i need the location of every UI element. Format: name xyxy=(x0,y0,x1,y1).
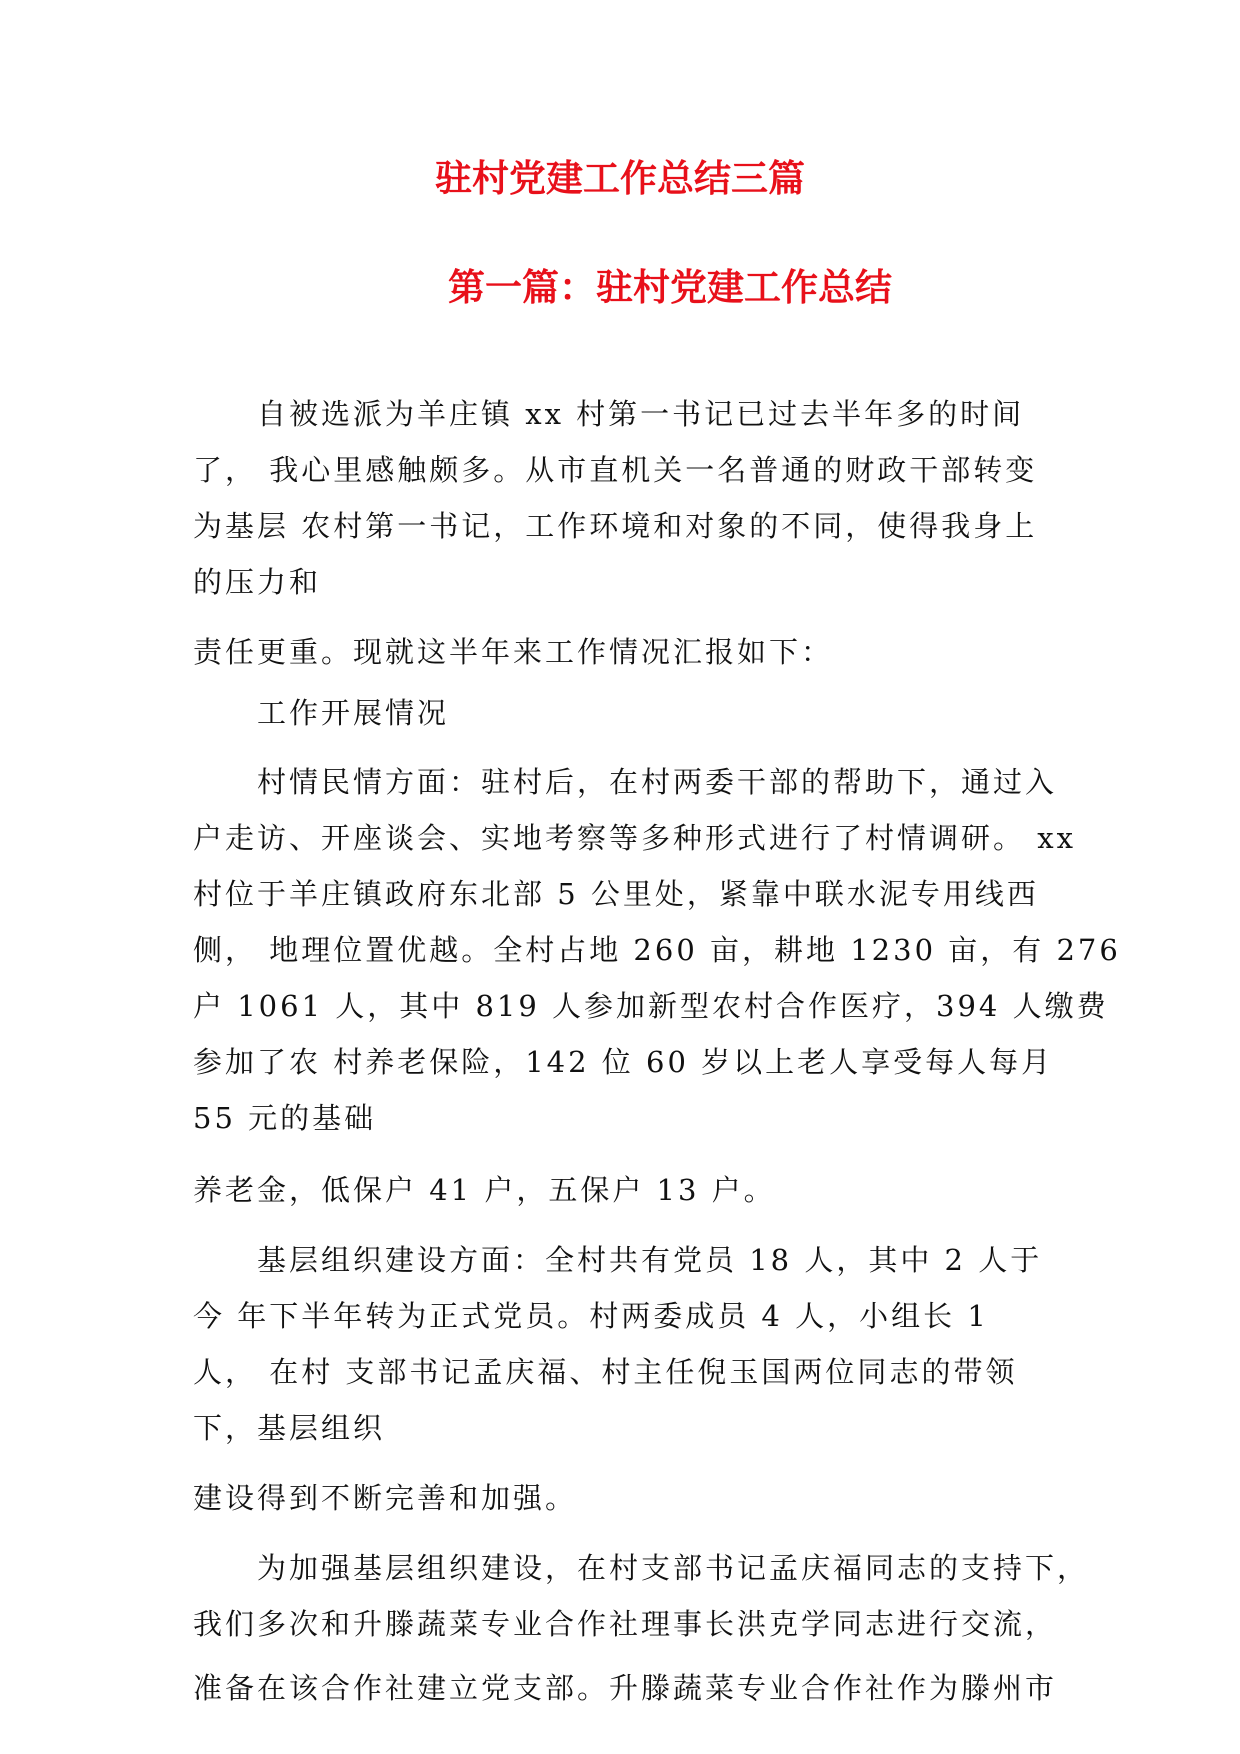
text-line: 准备在该合作社建立党支部。升滕蔬菜专业合作社作为滕州市 xyxy=(193,1671,1058,1705)
text-line: 自被选派为羊庄镇 xx 村第一书记已过去半年多的时间 xyxy=(257,397,1025,431)
text-line: 村情民情方面：驻村后，在村两委干部的帮助下，通过入 xyxy=(257,765,1058,799)
text-line: 户 1061 人，其中 819 人参加新型农村合作医疗，394 人缴费 xyxy=(193,989,1109,1023)
text-line: 55 元的基础 xyxy=(193,1101,377,1135)
text-line: 下，基层组织 xyxy=(193,1411,386,1445)
section-heading: 工作开展情况 xyxy=(257,696,450,730)
text-line: 为基层 农村第一书记，工作环境和对象的不同，使得我身上 xyxy=(193,509,1038,543)
text-line: 村位于羊庄镇政府东北部 5 公里处，紧靠中联水泥专用线西 xyxy=(193,877,1039,911)
section-title: 第一篇：驻村党建工作总结 xyxy=(448,266,892,309)
text-line: 为加强基层组织建设，在村支部书记孟庆福同志的支持下， xyxy=(257,1551,1090,1585)
text-line: 参加了农 村养老保险，142 位 60 岁以上老人享受每人每月 xyxy=(193,1045,1054,1079)
text-line: 人， 在村 支部书记孟庆福、村主任倪玉国两位同志的带领 xyxy=(193,1355,1018,1389)
document-title: 驻村党建工作总结三篇 xyxy=(435,157,805,200)
text-line: 我们多次和升滕蔬菜专业合作社理事长洪克学同志进行交流， xyxy=(193,1607,1058,1641)
text-line: 侧， 地理位置优越。全村占地 260 亩，耕地 1230 亩，有 276 xyxy=(193,933,1121,967)
text-line: 基层组织建设方面：全村共有党员 18 人，其中 2 人于 xyxy=(257,1243,1043,1277)
text-line: 今 年下半年转为正式党员。村两委成员 4 人，小组长 1 xyxy=(193,1299,989,1333)
text-line: 责任更重。现就这半年来工作情况汇报如下： xyxy=(193,635,834,669)
text-line: 养老金，低保户 41 户，五保户 13 户。 xyxy=(193,1173,776,1207)
text-line: 了， 我心里感触颇多。从市直机关一名普通的财政干部转变 xyxy=(193,453,1038,487)
text-line: 的压力和 xyxy=(193,565,322,599)
text-line: 户走访、开座谈会、实地考察等多种形式进行了村情调研。 xx xyxy=(193,821,1076,855)
text-line: 建设得到不断完善和加强。 xyxy=(193,1481,578,1515)
